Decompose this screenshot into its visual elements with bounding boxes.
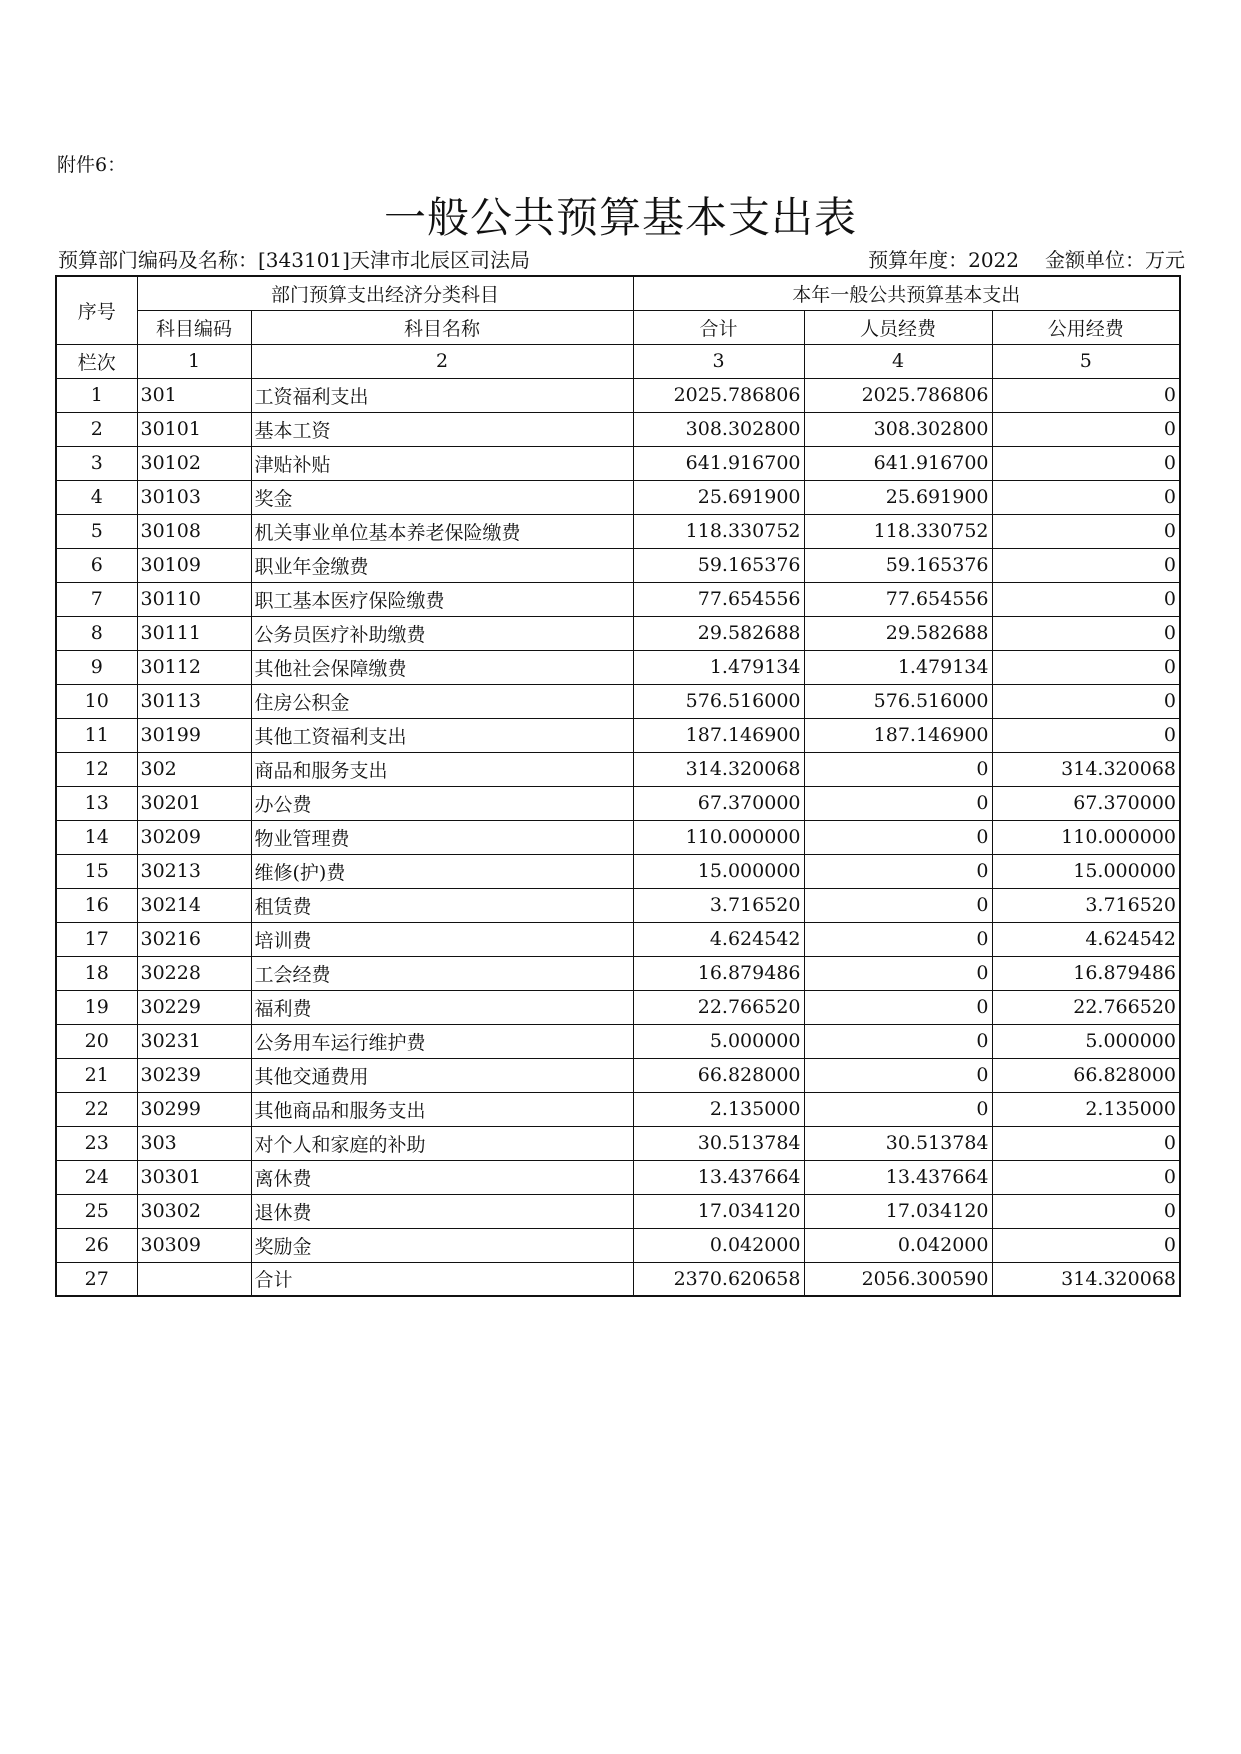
cell-total: 59.165376 [633,548,804,582]
cell-name: 基本工资 [251,412,633,446]
cell-total: 16.879486 [633,956,804,990]
cell-total: 2025.786806 [633,378,804,412]
cell-seq: 17 [56,922,137,956]
header-index: 2 [251,344,633,378]
cell-seq: 2 [56,412,137,446]
cell-public: 0 [992,1194,1180,1228]
cell-name: 其他社会保障缴费 [251,650,633,684]
cell-total: 22.766520 [633,990,804,1024]
cell-public: 5.000000 [992,1024,1180,1058]
cell-total: 30.513784 [633,1126,804,1160]
cell-seq: 12 [56,752,137,786]
cell-seq: 9 [56,650,137,684]
page-title: 一般公共预算基本支出表 [383,193,857,242]
cell-seq: 16 [56,888,137,922]
cell-seq: 20 [56,1024,137,1058]
cell-total: 77.654556 [633,582,804,616]
cell-name: 奖励金 [251,1228,633,1262]
table-row [56,922,1180,956]
cell-name: 合计 [251,1262,633,1296]
table-row [56,650,1180,684]
cell-public: 66.828000 [992,1058,1180,1092]
cell-public: 0 [992,582,1180,616]
cell-code: 30229 [137,990,251,1024]
cell-public: 0 [992,718,1180,752]
header-group-left: 部门预算支出经济分类科目 [137,276,633,310]
cell-seq: 6 [56,548,137,582]
cell-seq: 15 [56,854,137,888]
cell-public: 0 [992,548,1180,582]
header-group-right: 本年一般公共预算基本支出 [633,276,1180,310]
cell-code: 30113 [137,684,251,718]
cell-code: 30231 [137,1024,251,1058]
cell-name: 工会经费 [251,956,633,990]
cell-public: 16.879486 [992,956,1180,990]
cell-code [137,1262,251,1296]
cell-code: 30108 [137,514,251,548]
cell-personnel: 641.916700 [804,446,992,480]
table-row [56,582,1180,616]
cell-code: 30309 [137,1228,251,1262]
table-row [56,1262,1180,1296]
table-row [56,1092,1180,1126]
table-row [56,854,1180,888]
cell-code: 30299 [137,1092,251,1126]
cell-total: 5.000000 [633,1024,804,1058]
budget-table [55,275,1181,1297]
cell-personnel: 2025.786806 [804,378,992,412]
cell-code: 30214 [137,888,251,922]
table-row [56,378,1180,412]
cell-code: 30109 [137,548,251,582]
cell-total: 0.042000 [633,1228,804,1262]
cell-public: 0 [992,1126,1180,1160]
amount-unit: 金额单位：万元 [1045,248,1185,272]
cell-personnel: 0 [804,786,992,820]
cell-personnel: 59.165376 [804,548,992,582]
cell-personnel: 0 [804,888,992,922]
cell-name: 奖金 [251,480,633,514]
cell-name: 津贴补贴 [251,446,633,480]
cell-name: 办公费 [251,786,633,820]
cell-total: 17.034120 [633,1194,804,1228]
cell-personnel: 0 [804,752,992,786]
cell-code: 301 [137,378,251,412]
cell-public: 3.716520 [992,888,1180,922]
cell-personnel: 13.437664 [804,1160,992,1194]
cell-personnel: 2056.300590 [804,1262,992,1296]
table-row [56,1024,1180,1058]
table-row [56,990,1180,1024]
table-row [56,446,1180,480]
budget-meta [842,244,1185,273]
cell-code: 30209 [137,820,251,854]
cell-total: 3.716520 [633,888,804,922]
table-row [56,786,1180,820]
cell-name: 公务用车运行维护费 [251,1024,633,1058]
cell-public: 0 [992,1160,1180,1194]
cell-personnel: 0 [804,854,992,888]
cell-public: 314.320068 [992,1262,1180,1296]
attachment-label: 附件6： [57,154,127,176]
cell-code: 30111 [137,616,251,650]
cell-name: 职工基本医疗保险缴费 [251,582,633,616]
cell-code: 30103 [137,480,251,514]
cell-total: 25.691900 [633,480,804,514]
header-name: 科目名称 [251,310,633,344]
cell-public: 0 [992,650,1180,684]
cell-name: 租赁费 [251,888,633,922]
cell-name: 职业年金缴费 [251,548,633,582]
header-index: 4 [804,344,992,378]
cell-name: 机关事业单位基本养老保险缴费 [251,514,633,548]
table-row [56,616,1180,650]
cell-seq: 21 [56,1058,137,1092]
cell-total: 187.146900 [633,718,804,752]
cell-total: 2370.620658 [633,1262,804,1296]
cell-name: 维修(护)费 [251,854,633,888]
cell-public: 0 [992,378,1180,412]
cell-seq: 27 [56,1262,137,1296]
cell-name: 工资福利支出 [251,378,633,412]
table-row [56,1228,1180,1262]
cell-name: 物业管理费 [251,820,633,854]
header-index: 1 [137,344,251,378]
cell-seq: 24 [56,1160,137,1194]
cell-seq: 26 [56,1228,137,1262]
cell-code: 30199 [137,718,251,752]
header-index: 3 [633,344,804,378]
cell-total: 1.479134 [633,650,804,684]
cell-personnel: 0.042000 [804,1228,992,1262]
cell-personnel: 0 [804,922,992,956]
table-row [56,752,1180,786]
cell-seq: 4 [56,480,137,514]
table-row [56,548,1180,582]
cell-code: 303 [137,1126,251,1160]
cell-public: 314.320068 [992,752,1180,786]
table-row [56,412,1180,446]
cell-seq: 7 [56,582,137,616]
cell-personnel: 0 [804,990,992,1024]
cell-public: 110.000000 [992,820,1180,854]
cell-code: 30102 [137,446,251,480]
header-personnel: 人员经费 [804,310,992,344]
cell-personnel: 187.146900 [804,718,992,752]
table-row [56,820,1180,854]
cell-personnel: 0 [804,956,992,990]
cell-total: 314.320068 [633,752,804,786]
cell-public: 0 [992,480,1180,514]
cell-seq: 13 [56,786,137,820]
cell-personnel: 0 [804,1024,992,1058]
cell-name: 培训费 [251,922,633,956]
cell-code: 30201 [137,786,251,820]
cell-seq: 1 [56,378,137,412]
header-public: 公用经费 [992,310,1180,344]
cell-total: 66.828000 [633,1058,804,1092]
cell-personnel: 30.513784 [804,1126,992,1160]
table-row [56,956,1180,990]
header-code: 科目编码 [137,310,251,344]
cell-code: 30301 [137,1160,251,1194]
cell-seq: 19 [56,990,137,1024]
cell-seq: 8 [56,616,137,650]
cell-name: 福利费 [251,990,633,1024]
cell-name: 其他工资福利支出 [251,718,633,752]
cell-public: 0 [992,616,1180,650]
cell-personnel: 0 [804,1092,992,1126]
cell-code: 30101 [137,412,251,446]
table-row [56,888,1180,922]
cell-public: 0 [992,446,1180,480]
header-total: 合计 [633,310,804,344]
cell-code: 30228 [137,956,251,990]
cell-code: 30112 [137,650,251,684]
cell-public: 4.624542 [992,922,1180,956]
cell-public: 0 [992,1228,1180,1262]
cell-code: 30110 [137,582,251,616]
cell-code: 30302 [137,1194,251,1228]
cell-total: 308.302800 [633,412,804,446]
cell-code: 30239 [137,1058,251,1092]
department-info: 预算部门编码及名称：[343101]天津市北辰区司法局 [58,248,530,272]
cell-personnel: 576.516000 [804,684,992,718]
cell-name: 其他商品和服务支出 [251,1092,633,1126]
cell-seq: 14 [56,820,137,854]
cell-personnel: 308.302800 [804,412,992,446]
cell-name: 退休费 [251,1194,633,1228]
cell-personnel: 118.330752 [804,514,992,548]
table-row [56,1194,1180,1228]
table-row [56,514,1180,548]
header-index: 5 [992,344,1180,378]
cell-personnel: 17.034120 [804,1194,992,1228]
cell-total: 641.916700 [633,446,804,480]
cell-personnel: 0 [804,820,992,854]
table-row [56,1058,1180,1092]
cell-public: 15.000000 [992,854,1180,888]
cell-public: 22.766520 [992,990,1180,1024]
cell-seq: 10 [56,684,137,718]
cell-seq: 23 [56,1126,137,1160]
table-row [56,684,1180,718]
cell-personnel: 0 [804,1058,992,1092]
cell-personnel: 25.691900 [804,480,992,514]
cell-total: 15.000000 [633,854,804,888]
cell-name: 其他交通费用 [251,1058,633,1092]
cell-code: 30213 [137,854,251,888]
cell-seq: 3 [56,446,137,480]
cell-total: 29.582688 [633,616,804,650]
cell-personnel: 1.479134 [804,650,992,684]
cell-public: 0 [992,514,1180,548]
header-seq: 序号 [56,276,137,344]
header-index-label: 栏次 [56,344,137,378]
cell-name: 公务员医疗补助缴费 [251,616,633,650]
cell-total: 4.624542 [633,922,804,956]
table-row [56,1160,1180,1194]
cell-total: 2.135000 [633,1092,804,1126]
cell-name: 离休费 [251,1160,633,1194]
cell-seq: 18 [56,956,137,990]
cell-total: 576.516000 [633,684,804,718]
table-row [56,480,1180,514]
cell-total: 13.437664 [633,1160,804,1194]
table-row [56,718,1180,752]
cell-total: 118.330752 [633,514,804,548]
table-row [56,1126,1180,1160]
cell-public: 0 [992,412,1180,446]
cell-code: 30216 [137,922,251,956]
cell-personnel: 77.654556 [804,582,992,616]
cell-public: 67.370000 [992,786,1180,820]
cell-seq: 5 [56,514,137,548]
cell-total: 110.000000 [633,820,804,854]
cell-name: 商品和服务支出 [251,752,633,786]
cell-total: 67.370000 [633,786,804,820]
cell-name: 对个人和家庭的补助 [251,1126,633,1160]
cell-seq: 11 [56,718,137,752]
budget-year: 预算年度：2022 [868,248,1019,272]
cell-name: 住房公积金 [251,684,633,718]
cell-public: 2.135000 [992,1092,1180,1126]
cell-public: 0 [992,684,1180,718]
cell-personnel: 29.582688 [804,616,992,650]
cell-seq: 22 [56,1092,137,1126]
cell-seq: 25 [56,1194,137,1228]
cell-code: 302 [137,752,251,786]
